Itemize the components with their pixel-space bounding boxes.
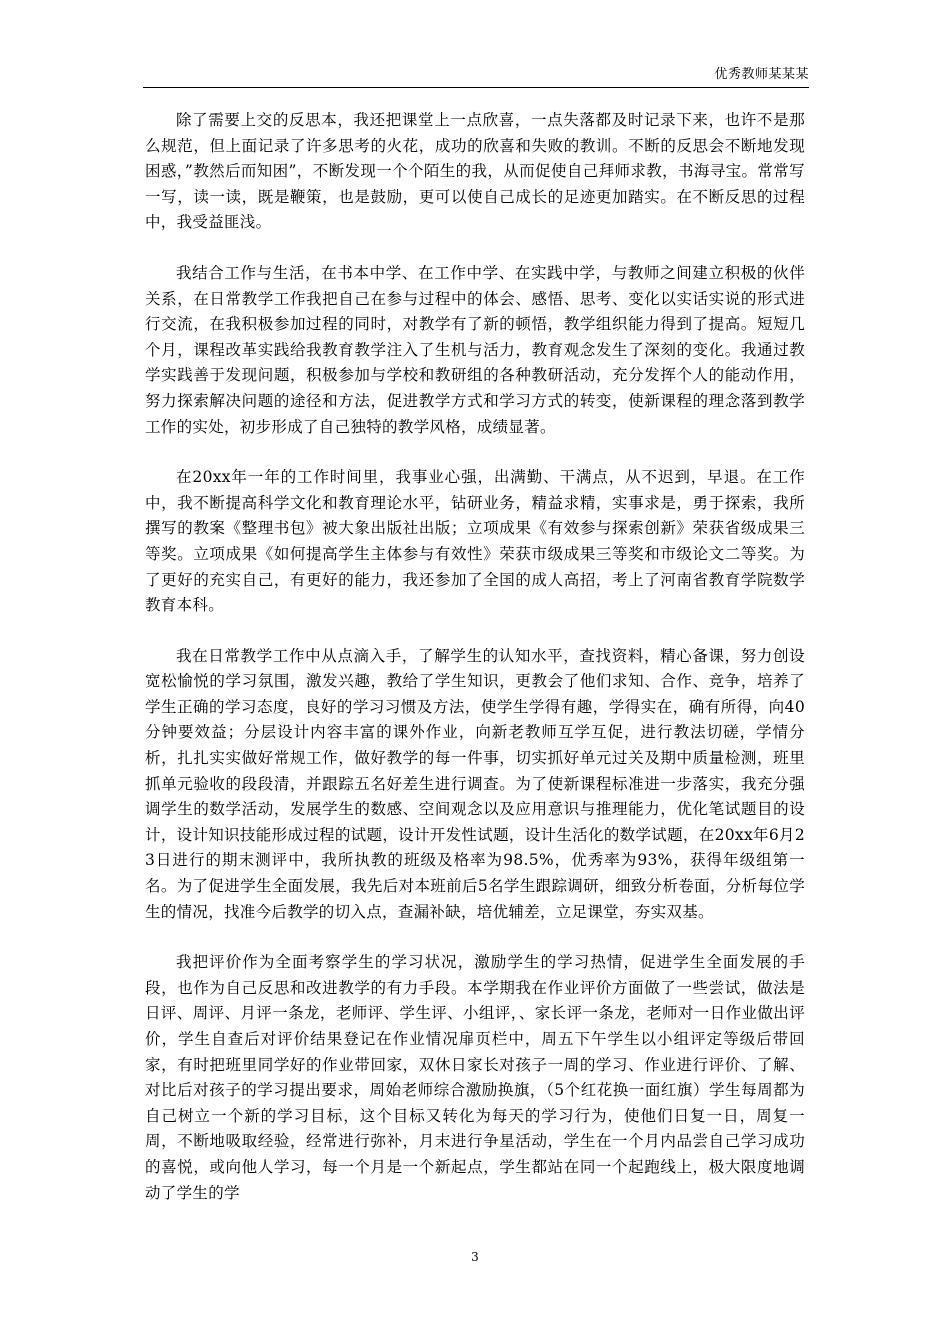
page-header [143,66,809,86]
paragraph-reflection: 除了需要上交的反思本，我还把课堂上一点欣喜，一点失落都及时记录下来，也许不是那么规范，但上面记录了许多思考的火花，成功的欣喜和失败的教训。不断的反思会不断地发现困惑，”教然后而知困”，不断发现一个个陌生的我，从而促使自己拜师求教，书海寻宝。常常写一写，读一读，既是鞭策，也是鼓励，更可以使自己成长的足迹更加踏实。在不断反思的过程中，我受益匪浅。 [145,111,805,232]
header-divider [143,87,809,88]
paragraph-achievements: 在20xx年一年的工作时间里，我事业心强，出满勤、干满点，从不迟到，早退。在工作中，我不断提高科学文化和教育理论水平，钻研业务，精益求精，实事求是，勇于探索，我所撰写的教案《整理书包》被大象出版社出版；立项成果《有效参与探索创新》荣获省级成果三等奖。立项成果《如何提高学生主体参与有效性》荣获市级成果三等奖和市级论文二等奖。为了更好的充实自己，有更好的能力，我还参加了全国的成人高招，考上了河南省教育学院数学教育本科。 [145,468,805,615]
paragraph-learning: 我结合工作与生活，在书本中学、在工作中学、在实践中学，与教师之间建立积极的伙伴关系，在日常教学工作我把自己在参与过程中的体会、感悟、思考、变化以实话实说的形式进行交流，在我积极参加过程的同时，对教学有了新的顿悟，教学组织能力得到了提高。短短几个月，课程改革实践给我教育教学注入了生机与活力，教育观念发生了深刻的变化。我通过教学实践善于发现问题，积极参加与学校和教研组的各种教研活动，充分发挥个人的能动作用，努力探索解决问题的途径和方法，促进教学方式和学习方式的转变，使新课程的理念落到教学工作的实处，初步形成了自己独特的教学风格，成绩显著。 [145,263,805,436]
paragraph-daily-teaching: 我在日常教学工作中从点滴入手，了解学生的认知水平，查找资料，精心备课，努力创设宽松愉悦的学习氛围，激发兴趣，教给了学生知识，更教会了他们求知、合作、竞争，培养了学生正确的学习态度，良好的学习习惯及方法，使学生学得有趣，学得实在，确有所得，向40分钟要效益；分层设计内容丰富的课外作业，向新老教师互学互促，进行教法切磋，学情分析，扎扎实实做好常规工作，做好教学的每一件事，切实抓好单元过关及期中质量检测，班里抓单元验收的段段清，并跟踪五名好差生进行调查。为了使新课程标准进一步落实，我充分强调学生的数学活动，发展学生的数感、空间观念以及应用意识与推理能力，优化笔试题目的设计，设计知识技能形成过程的试题，设计开发性试题，设计生活化的数学试题，在20xx年6月23日进行的期末测评中，我所执教的班级及格率为98.5%，优秀率为93%，获得年级组第一名。为了促进学生全面发展，我先后对本班前后5名学生跟踪调研，细致分析卷面，分析每位学生的情况，找准今后教学的切入点，查漏补缺，培优辅差，立足课堂，夯实双基。 [145,646,805,921]
page-number: 3 [471,1250,479,1264]
header-title: 优秀教师某某某 [714,67,809,82]
document-body [145,108,805,1231]
paragraph-evaluation: 我把评价作为全面考察学生的学习状况，激励学生的学习热情，促进学生全面发展的手段，也作为自己反思和改进教学的有力手段。本学期我在作业评价方面做了一些尝试，做法是日评、周评、月评一条龙，老师评、学生评、小组评，、家长评一条龙，老师对一日作业做出评价，学生自查后对评价结果登记在作业情况扉页栏中，周五下午学生以小组评定等级后带回家，有时把班里同学好的作业带回家，双休日家长对孩子一周的学习、作业进行评价、了解、对比后对孩子的学习提出要求，周始老师综合激励换旗，（5个红花换一面红旗）学生每周都为自己树立一个新的学习目标，这个目标又转化为每天的学习行为，使他们日复一日，周复一周，不断地吸取经验，经常进行弥补，月末进行争星活动，学生在一个月内品尝自己学习成功的喜悦，或向他人学习，每一个月是一个新起点，学生都站在同一个起跑线上，极大限度地调动了学生的学 [145,953,805,1202]
